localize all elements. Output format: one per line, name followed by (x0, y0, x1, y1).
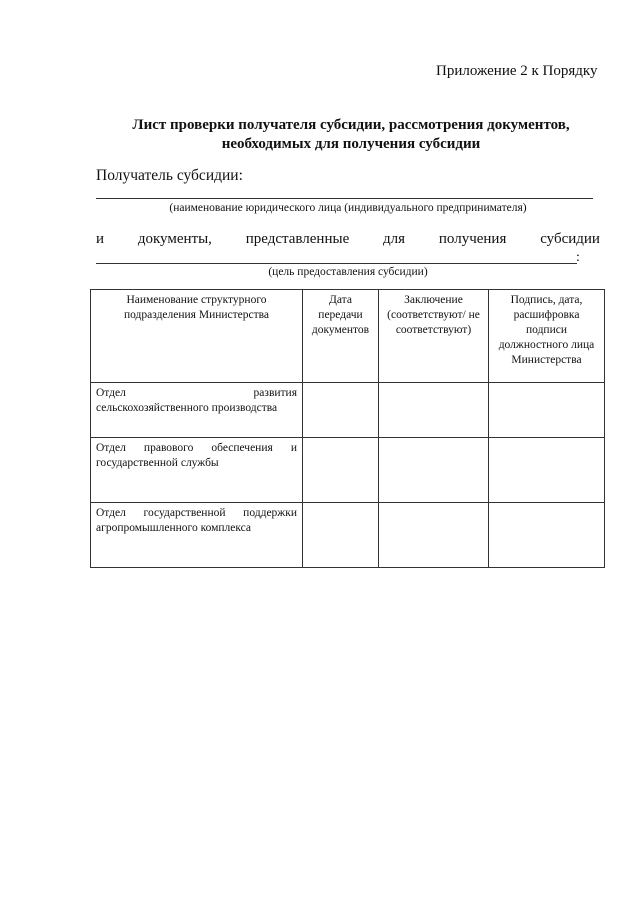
department-cell: Отдел правового обеспечения и государственной службы (91, 438, 303, 503)
header-signature: Подпись, дата, расшифровка подписи должностного лица Министерства (489, 290, 605, 383)
appendix-label: Приложение 2 к Порядку (436, 63, 598, 79)
purpose-caption: (цель предоставления субсидии) (268, 266, 428, 278)
recipient-name-line (96, 198, 593, 199)
header-department: Наименование структурного подразделения Министерства (91, 290, 303, 383)
purpose-colon: : (576, 250, 580, 265)
department-word: сельскохозяйственного производства (96, 402, 278, 414)
conclusion-cell[interactable] (379, 438, 489, 503)
conclusion-cell[interactable] (379, 383, 489, 438)
documents-sentence (96, 231, 600, 248)
documents-word-2: документы, (137, 231, 212, 247)
transfer-date-cell[interactable] (303, 383, 379, 438)
department-word: развития (253, 387, 297, 399)
table-header-row (91, 290, 605, 383)
transfer-date-cell[interactable] (303, 438, 379, 503)
signature-cell[interactable] (489, 503, 605, 568)
table-row (91, 503, 605, 568)
documents-word-1: и (96, 231, 105, 247)
signature-cell[interactable] (489, 438, 605, 503)
department-cell (91, 383, 303, 438)
conclusion-cell[interactable] (379, 503, 489, 568)
documents-word-6: субсидии (540, 231, 600, 247)
documents-word-3: представленные (245, 231, 350, 247)
table-row (91, 383, 605, 438)
documents-word-5: получения (438, 231, 507, 247)
check-table (90, 289, 605, 568)
header-conclusion: Заключение (соответствуют/ не соответствуют) (379, 290, 489, 383)
transfer-date-cell[interactable] (303, 503, 379, 568)
signature-cell[interactable] (489, 383, 605, 438)
header-transfer-date: Дата передачи документов (303, 290, 379, 383)
document-title-line2: необходимых для получения субсидии (221, 136, 481, 152)
department-word: Отдел (96, 387, 126, 399)
recipient-caption: (наименование юридического лица (индивидуального предпринимателя) (169, 202, 527, 214)
documents-word-4: для (383, 231, 406, 247)
table-row (91, 438, 605, 503)
subsidy-purpose-line (96, 263, 577, 264)
department-cell: Отдел государственной поддержки агропромышленного комплекса (91, 503, 303, 568)
document-title-line1: Лист проверки получателя субсидии, рассмотрения документов, (132, 117, 570, 133)
recipient-label: Получатель субсидии: (96, 167, 243, 184)
